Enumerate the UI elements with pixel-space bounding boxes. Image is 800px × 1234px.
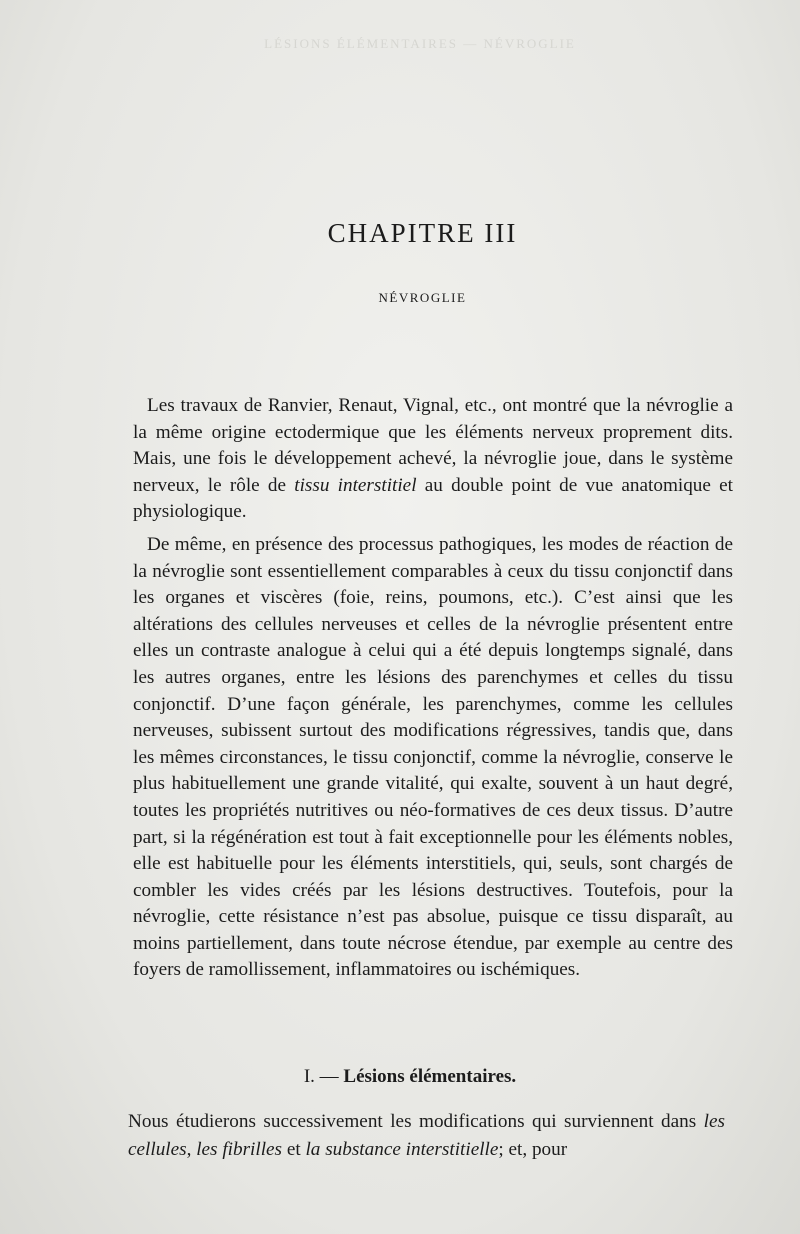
paragraph-3-emphasis-fibrils: les fibrilles [196, 1139, 283, 1160]
running-head-showthrough: LÉSIONS ÉLÉMENTAIRES — NÉVROGLIE [264, 36, 576, 51]
body-text [133, 393, 733, 984]
paragraph-1 [133, 393, 733, 526]
chapter-subtitle: NÉVROGLIE [378, 290, 467, 305]
final-paragraph [128, 1108, 725, 1164]
paragraph-1-part-a: Les travaux de Ranvier, Renaut, Vignal, etc., ont montré que la névroglie a la même origine ectodermique que les éléments nerveux proprement dits. Mais, une fois le développement achevé, la névroglie joue, dans le système nerveux, le rôle de [133, 395, 733, 496]
section-number: I. — [303, 1066, 339, 1087]
section-title: Lésions élémentaires. [343, 1066, 517, 1087]
section-heading [0, 1066, 800, 1088]
paragraph-3-emphasis-substance: la substance interstitielle [305, 1139, 499, 1160]
paragraph-3-part-c: et [282, 1139, 306, 1160]
paragraph-2: De même, en présence des processus pathogiques, les modes de réaction de la névroglie sont essentiellement comparables à ceux du tissu conjonctif dans les organes et viscères (foie, reins, poumons, etc.). C’est ainsi que les altérations des cellules nerveuses et celles de la névroglie présentent entre elles un contraste analogue à celui qui a été depuis longtemps signalé, dans les autres organes, entre les lésions des parenchymes et celles du tissu conjonctif. D’une façon générale, les parenchymes, comme les cellules nerveuses, subissent surtout des modifications régressives, tandis que, dans les mêmes circonstances, le tissu conjonctif, comme la névroglie, conserve le plus habituellement une grande vitalité, qui exalte, souvent à un haut degré, toutes les propriétés nutritives ou néo-formatives de ces deux tissus. D’autre part, si la régénération est tout à fait exceptionnelle pour les éléments nobles, elle est habituelle pour les éléments interstitiels, qui, seuls, sont chargés de combler les vides créés par les lésions destructives. Toutefois, pour la névroglie, cette résistance n’est pas absolue, puisque ce tissu disparaît, au moins partiellement, dans toute nécrose étendue, par exemple au centre des foyers de ramollissement, inflammatoires ou ischémiques. [133, 533, 733, 981]
paragraph-3-part-b: , [186, 1139, 197, 1160]
chapter-title: CHAPITRE III [327, 218, 518, 249]
paragraph-1-emphasis: tissu interstitiel [294, 474, 417, 496]
paragraph-3-part-a: Nous étudierons successivement les modifications qui surviennent dans [128, 1111, 704, 1132]
paragraph-3 [128, 1108, 725, 1164]
paragraph-3-part-d: ; et, pour [498, 1139, 568, 1160]
paragraph-1-part-b: au double point de vue anatomique et physiologique. [133, 474, 733, 523]
paragraph-3-emphasis-cells: les cellules [128, 1111, 725, 1160]
